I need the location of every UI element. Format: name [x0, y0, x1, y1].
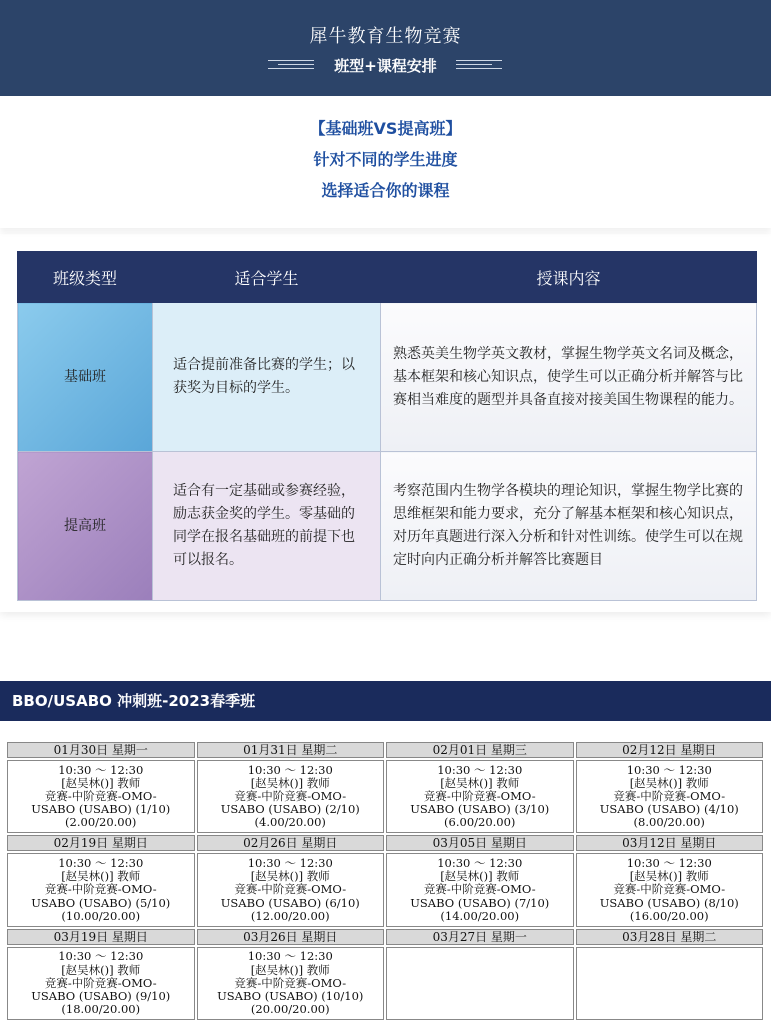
- schedule-date-cell: 03月26日 星期日: [197, 929, 385, 945]
- session-lesson: USABO (USABO) (3/10): [410, 802, 550, 817]
- schedule-session-cell: [7, 853, 195, 926]
- schedule-date-row: [7, 835, 763, 851]
- session-teacher: [赵吴林()] 教师: [629, 869, 709, 884]
- session-teacher: [赵吴林()] 教师: [61, 962, 141, 977]
- session-hours: (8.00/20.00): [633, 815, 705, 830]
- schedule-date-cell: 01月30日 星期一: [7, 742, 195, 758]
- session-course: 竞赛-中阶竞赛-OMO-: [44, 789, 157, 804]
- session-time: 10:30 ～ 12:30: [58, 762, 144, 777]
- session-time: 10:30 ～ 12:30: [58, 855, 144, 870]
- session-hours: (4.00/20.00): [254, 815, 326, 830]
- schedule-session-cell: [386, 760, 574, 833]
- session-course: 竞赛-中阶竞赛-OMO-: [234, 975, 347, 990]
- session-lesson: USABO (USABO) (10/10): [217, 988, 364, 1003]
- schedule-date-cell: 02月26日 星期日: [197, 835, 385, 851]
- session-time: 10:30 ～ 12:30: [626, 762, 712, 777]
- session-lesson: USABO (USABO) (7/10): [410, 895, 550, 910]
- session-teacher: [赵吴林()] 教师: [61, 775, 141, 790]
- session-teacher: [赵吴林()] 教师: [440, 869, 520, 884]
- session-time: 10:30 ～ 12:30: [247, 762, 333, 777]
- session-teacher: [赵吴林()] 教师: [440, 775, 520, 790]
- schedule-date-cell: 03月05日 星期日: [386, 835, 574, 851]
- schedule-session-row: [7, 947, 763, 1020]
- schedule-title-banner: BBO/USABO 冲刺班-2023春季班: [0, 681, 771, 721]
- schedule-date-cell: 02月12日 星期日: [576, 742, 764, 758]
- session-hours: (10.00/20.00): [61, 908, 141, 923]
- session-teacher: [赵吴林()] 教师: [629, 775, 709, 790]
- class-type-basic: 基础班: [18, 303, 153, 452]
- session-hours: (2.00/20.00): [65, 815, 137, 830]
- schedule-date-cell: 03月12日 星期日: [576, 835, 764, 851]
- schedule-date-cell: 01月31日 星期二: [197, 742, 385, 758]
- table-header-row: [18, 252, 757, 303]
- session-lesson: USABO (USABO) (1/10): [31, 802, 171, 817]
- session-hours: (6.00/20.00): [444, 815, 516, 830]
- schedule-session-cell: [386, 853, 574, 926]
- schedule-date-cell: 03月28日 星期二: [576, 929, 764, 945]
- table-row-advanced: [18, 452, 757, 601]
- session-lesson: USABO (USABO) (6/10): [220, 895, 360, 910]
- schedule-session-row: [7, 760, 763, 833]
- intro-line-1: 【基础班VS提高班】: [309, 119, 462, 138]
- session-time: 10:30 ～ 12:30: [437, 762, 523, 777]
- schedule-session-cell: [197, 760, 385, 833]
- header-content: 授课内容: [381, 252, 757, 303]
- intro-section: [0, 96, 771, 228]
- header-class-type: 班级类型: [18, 252, 153, 303]
- session-hours: (14.00/20.00): [440, 908, 520, 923]
- schedule-date-cell: 02月19日 星期日: [7, 835, 195, 851]
- session-teacher: [赵吴林()] 教师: [250, 962, 330, 977]
- schedule-table: [5, 740, 765, 1022]
- intro-line-2: 针对不同的学生进度: [313, 150, 458, 169]
- schedule-session-cell: [197, 947, 385, 1020]
- session-course: 竞赛-中阶竞赛-OMO-: [423, 789, 536, 804]
- session-course: 竞赛-中阶竞赛-OMO-: [234, 882, 347, 897]
- content-basic: 熟悉英美生物学英文教材，掌握生物学英文名词及概念，基本框架和核心知识点，使学生可以正确分析并解答与比赛相当难度的题型并具备直接对接美国生物课程的能力。: [381, 303, 757, 452]
- schedule-empty-cell: [386, 947, 574, 1020]
- page-header: [0, 0, 771, 96]
- decorative-lines-right: [456, 60, 502, 69]
- session-course: 竞赛-中阶竞赛-OMO-: [423, 882, 536, 897]
- page-title: 犀牛教育生物竞赛: [309, 26, 462, 47]
- session-time: 10:30 ～ 12:30: [58, 949, 144, 964]
- header-students: 适合学生: [153, 252, 381, 303]
- session-lesson: USABO (USABO) (4/10): [599, 802, 739, 817]
- session-teacher: [赵吴林()] 教师: [250, 775, 330, 790]
- session-teacher: [赵吴林()] 教师: [61, 869, 141, 884]
- session-hours: (16.00/20.00): [629, 908, 709, 923]
- schedule-session-cell: [576, 760, 764, 833]
- session-course: 竞赛-中阶竞赛-OMO-: [234, 789, 347, 804]
- schedule-date-cell: 03月19日 星期日: [7, 929, 195, 945]
- session-time: 10:30 ～ 12:30: [247, 855, 333, 870]
- schedule-date-cell: 02月01日 星期三: [386, 742, 574, 758]
- students-advanced: 适合有一定基础或参赛经验，励志获金奖的学生。零基础的同学在报名基础班的前提下也可以报名。: [153, 452, 381, 601]
- session-time: 10:30 ～ 12:30: [247, 949, 333, 964]
- schedule-session-cell: [197, 853, 385, 926]
- schedule-empty-cell: [576, 947, 764, 1020]
- class-comparison-card: [0, 234, 771, 612]
- schedule-date-cell: 03月27日 星期一: [386, 929, 574, 945]
- page-subtitle: 班型+课程安排: [334, 57, 437, 75]
- students-basic: 适合提前准备比赛的学生；以获奖为目标的学生。: [153, 303, 381, 452]
- session-hours: (20.00/20.00): [250, 1002, 330, 1017]
- schedule-session-cell: [7, 947, 195, 1020]
- schedule-session-row: [7, 853, 763, 926]
- session-hours: (18.00/20.00): [61, 1002, 141, 1017]
- schedule-session-cell: [7, 760, 195, 833]
- session-teacher: [赵吴林()] 教师: [250, 869, 330, 884]
- session-course: 竞赛-中阶竞赛-OMO-: [44, 882, 157, 897]
- schedule-session-cell: [576, 853, 764, 926]
- class-type-advanced: 提高班: [18, 452, 153, 601]
- session-lesson: USABO (USABO) (9/10): [31, 988, 171, 1003]
- session-lesson: USABO (USABO) (2/10): [220, 802, 360, 817]
- schedule-date-row: [7, 929, 763, 945]
- session-lesson: USABO (USABO) (8/10): [599, 895, 739, 910]
- schedule-date-row: [7, 742, 763, 758]
- session-time: 10:30 ～ 12:30: [626, 855, 712, 870]
- session-time: 10:30 ～ 12:30: [437, 855, 523, 870]
- session-lesson: USABO (USABO) (5/10): [31, 895, 171, 910]
- class-comparison-table: [17, 251, 757, 601]
- session-course: 竞赛-中阶竞赛-OMO-: [613, 789, 726, 804]
- table-row-basic: [18, 303, 757, 452]
- content-advanced: 考察范围内生物学各模块的理论知识，掌握生物学比赛的思维框架和能力要求，充分了解基本框架和核心知识点，对历年真题进行深入分析和针对性训练。使学生可以在规定时向内正确分析并解答比赛题目: [381, 452, 757, 601]
- session-hours: (12.00/20.00): [250, 908, 330, 923]
- session-course: 竞赛-中阶竞赛-OMO-: [44, 975, 157, 990]
- session-course: 竞赛-中阶竞赛-OMO-: [613, 882, 726, 897]
- intro-line-3: 选择适合你的课程: [321, 181, 450, 200]
